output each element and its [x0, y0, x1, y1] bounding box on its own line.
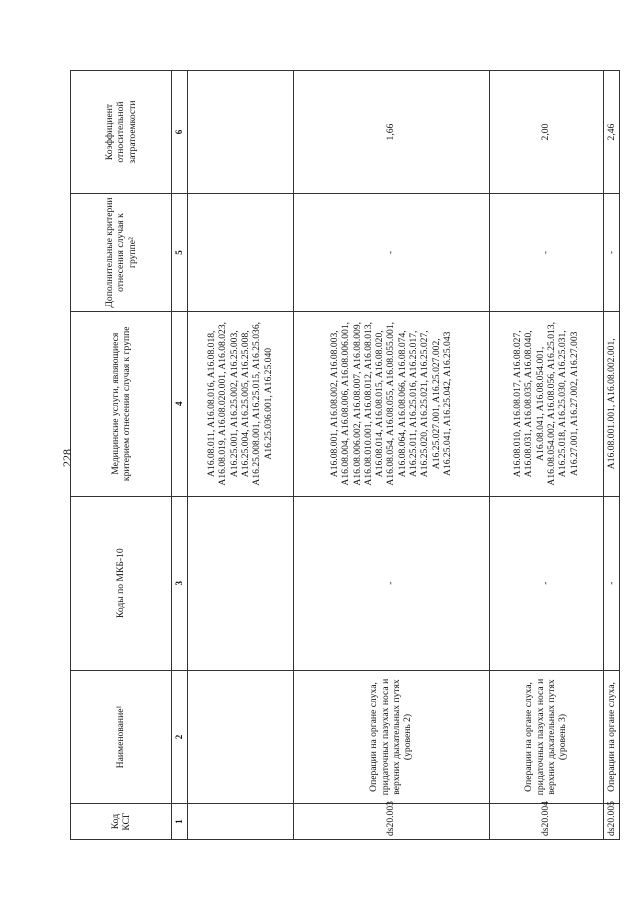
table-header-row [71, 71, 172, 840]
rotated-table-wrapper [70, 70, 615, 840]
cell-coefficient: 2,46 [603, 71, 619, 194]
cell-additional: - [293, 194, 489, 312]
cell-additional: - [603, 194, 619, 312]
cell-coefficient: 1,66 [293, 71, 489, 194]
cell-code [187, 804, 293, 840]
table-row [489, 71, 603, 840]
cell-name: Операции на органе слуха, придаточных пазухах носа и верхних дыхательных путях (уровень 2) [293, 670, 489, 803]
cell-name: Операции на органе слуха, [603, 670, 619, 803]
cell-services: A16.08.001.001, A16.08.002.001, [603, 312, 619, 497]
cell-mkb: - [293, 496, 489, 670]
cell-additional: - [489, 194, 603, 312]
header-coefficient: Коэффициент относительной затратоемкости [71, 71, 172, 194]
cell-coefficient: 2,00 [489, 71, 603, 194]
cell-services: A16.08.010, A16.08.017, A16.08.027, A16.08.031, A16.08.035, A16.08.040, A16.08.041, A16.08.054.001, A16.08.054.002, A16.08.056, A16.25.013, A16.25.018, A16.25.030, A16.25.031, A16.27.001, A16.27.002, A16.27.003 [489, 312, 603, 497]
cell-additional [187, 194, 293, 312]
header-mkb-codes: Коды по МКБ-10 [71, 496, 172, 670]
cell-services: A16.08.011, A16.08.016, A16.08.018, A16.08.019, A16.08.020.001, A16.08.023, A16.25.001, A16.25.002, A16.25.003, A16.25.004, A16.25.005, A16.25.008, A16.25.008.001, A16.25.015, A16.25.036, A16.25.036.001, A16.25.040 [187, 312, 293, 497]
column-number: 6 [172, 71, 188, 194]
cell-code: ds20.003 [293, 804, 489, 840]
table-row [187, 71, 293, 840]
column-number: 1 [172, 804, 188, 840]
column-number: 3 [172, 496, 188, 670]
cell-code: ds20.005 [603, 804, 619, 840]
cell-name: Операции на органе слуха, придаточных пазухах носа и верхних дыхательных путях (уровень 3) [489, 670, 603, 803]
header-ksg-code: Код КСГ [71, 804, 172, 840]
cell-code: ds20.004 [489, 804, 603, 840]
column-number: 2 [172, 670, 188, 803]
header-name: Наименование¹ [71, 670, 172, 803]
cell-name [187, 670, 293, 803]
column-number-row [172, 71, 188, 840]
header-additional-criteria: Дополнительные критерии отнесения случая к группе² [71, 194, 172, 312]
cell-mkb [187, 496, 293, 670]
column-number: 5 [172, 194, 188, 312]
header-medical-services: Медицинские услуги, являющиеся критерием отнесения случая к группе [71, 312, 172, 497]
ksg-table [70, 70, 620, 840]
table-row [603, 71, 619, 840]
rotated-table-stage [70, 70, 640, 836]
page-number: 228 [60, 449, 74, 467]
cell-coefficient [187, 71, 293, 194]
table-row [293, 71, 489, 840]
cell-mkb: - [603, 496, 619, 670]
cell-services: A16.08.001, A16.08.002, A16.08.003, A16.08.004, A16.08.006, A16.08.006.001, A16.08.006.002, A16.08.007, A16.08.009, A16.08.010.001, A16.08.012, A16.08.013, A16.08.014, A16.08.015, A16.08.020, A16.08.054, A16.08.055, A16.08.055.001, A16.08.064, A16.08.066, A16.08.074, A16.25.011, A16.25.016, A16.25.017, A16.25.020, A16.25.021, A16.25.027, A16.25.027.001, A16.25.027.002, A16.25.041, A16.25.042, A16.25.043 [293, 312, 489, 497]
cell-mkb: - [489, 496, 603, 670]
column-number: 4 [172, 312, 188, 497]
